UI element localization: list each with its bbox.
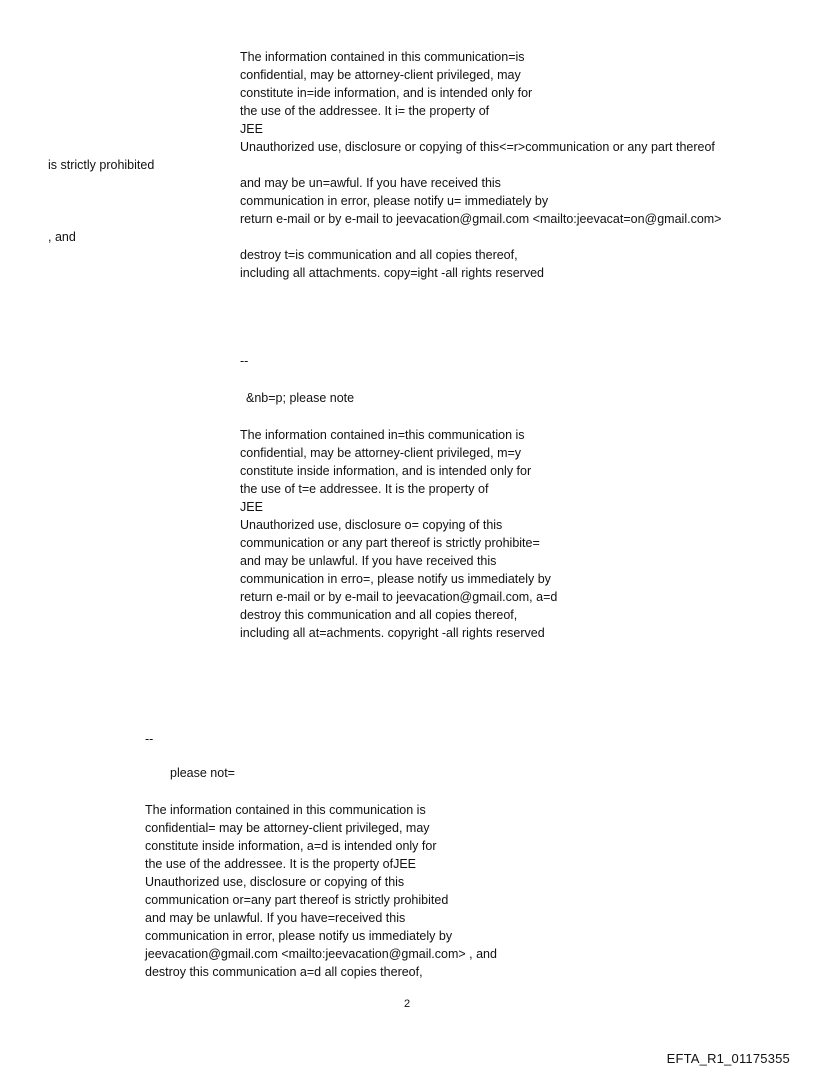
text-line: return e-mail or by e-mail to jeevacation@gmail.com, a=d	[240, 590, 558, 604]
text-line: destroy t=is communication and all copies thereof,	[240, 248, 518, 262]
text-line: return e-mail or by e-mail to jeevacation@gmail.com <mailto:jeevacat=on@gmail.com>	[240, 212, 722, 226]
text-line: including all attachments. copy=ight -all rights reserved	[240, 266, 544, 280]
text-line: JEE	[240, 122, 263, 136]
text-line: confidential, may be attorney-client privileged, may	[240, 68, 521, 82]
text-line: is strictly prohibited	[48, 158, 155, 172]
text-line: , and	[48, 230, 76, 244]
separator-text: --	[240, 354, 249, 368]
text-line: the use of the addressee. It i= the property of	[240, 104, 490, 118]
text-line: destroy this communication a=d all copies thereof,	[145, 965, 423, 979]
text-line: communication in erro=, please notify us immediately by	[240, 572, 551, 586]
note-heading: &nb=p; please note	[246, 391, 355, 405]
text-line: jeevacation@gmail.com <mailto:jeevacation@gmail.com> , and	[145, 947, 497, 961]
text-line: including all at=achments. copyright -all rights reserved	[240, 626, 545, 640]
text-line: Unauthorized use, disclosure or copying of this<=r>communication or any part thereof	[240, 140, 715, 154]
text-line: Unauthorized use, disclosure or copying of this	[145, 875, 405, 889]
document-id: EFTA_R1_01175355	[666, 1051, 790, 1066]
text-line: and may be unlawful. If you have received this	[240, 554, 497, 568]
text-line: confidential= may be attorney-client privileged, may	[145, 821, 430, 835]
text-line: and may be un=awful. If you have received this	[240, 176, 501, 190]
text-line: constitute inside information, and is intended only for	[240, 464, 532, 478]
text-line: the use of the addressee. It is the property ofJEE	[145, 857, 416, 871]
text-line: confidential, may be attorney-client privileged, m=y	[240, 446, 522, 460]
note-heading: please not=	[170, 766, 235, 780]
text-line: The information contained in this communication is	[145, 803, 426, 817]
text-line: Unauthorized use, disclosure o= copying of this	[240, 518, 503, 532]
text-line: the use of t=e addressee. It is the property of	[240, 482, 489, 496]
separator-text: --	[145, 732, 154, 746]
text-line: constitute inside information, a=d is intended only for	[145, 839, 437, 853]
text-line: communication or=any part thereof is strictly prohibited	[145, 893, 449, 907]
text-line: communication in error, please notify us immediately by	[145, 929, 453, 943]
page-number: 2	[404, 998, 411, 1010]
text-line: communication in error, please notify u= immediately by	[240, 194, 549, 208]
text-line: destroy this communication and all copies thereof,	[240, 608, 518, 622]
text-line: The information contained in=this communication is	[240, 428, 525, 442]
text-line: and may be unlawful. If you have=received this	[145, 911, 406, 925]
text-line: communication or any part thereof is strictly prohibite=	[240, 536, 540, 550]
text-line: constitute in=ide information, and is intended only for	[240, 86, 533, 100]
text-line: The information contained in this communication=is	[240, 50, 525, 64]
text-line: JEE	[240, 500, 263, 514]
